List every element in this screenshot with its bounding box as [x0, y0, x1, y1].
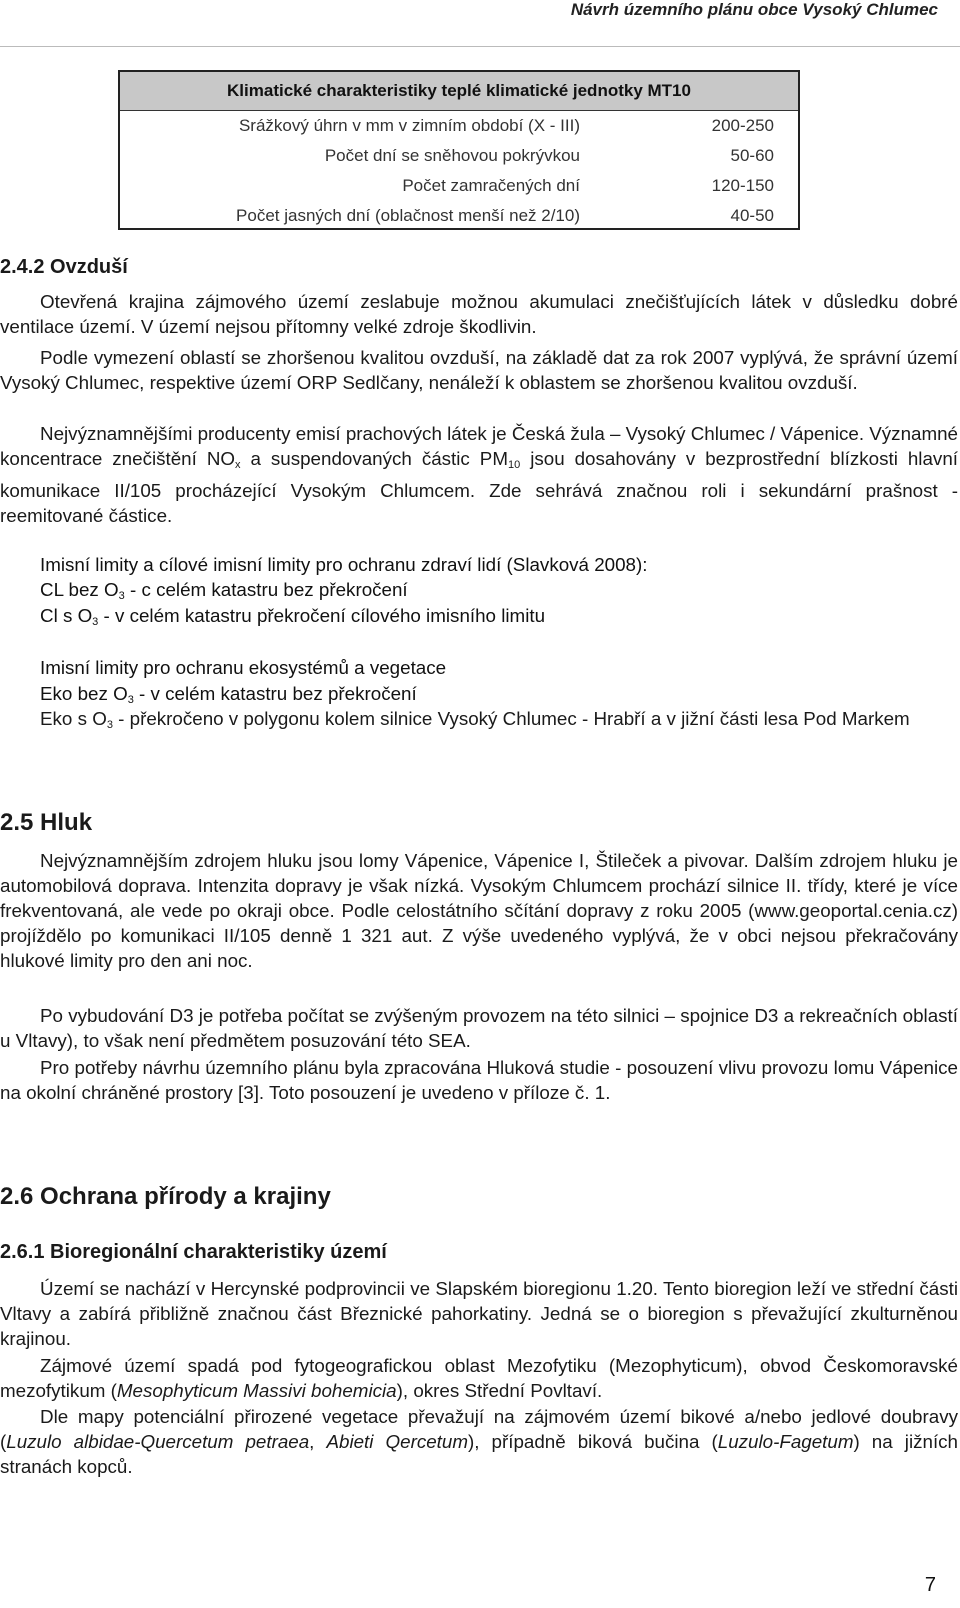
paragraph [0, 1404, 958, 1479]
paragraph [0, 289, 958, 339]
climate-table-title: Klimatické charakteristiky teplé klimatické jednotky MT10 [120, 72, 798, 111]
eco-text: Eko s O [40, 708, 107, 729]
paragraph-text: Podle vymezení oblastí se zhoršenou kvalitou ovzduší, na základě dat za rok 2007 vyplývá, že správní území Vysoký Chlumec, respektive území ORP Sedlčany, nenáleží k oblastem se zhoršenou kvalitou ovzduší. [0, 347, 958, 393]
paragraph [0, 345, 958, 395]
limit-text: - v celém katastru překročení cílového imisního limitu [98, 605, 546, 626]
paragraph-text: Nejvýznamnějšími producenty emisí prachových látek je Česká žula – Vysoký Chlumec / Vápenice. Významné koncentrace znečištění NO [0, 423, 958, 469]
eco-text: - v celém katastru bez překročení [133, 683, 417, 704]
eco-text: Eko bez O [40, 683, 128, 704]
subscript: 3 [118, 590, 125, 602]
limit-line [40, 603, 545, 635]
limit-text: CL bez O [40, 579, 119, 600]
paragraph-text: Nejvýznamnějším zdrojem hluku jsou lomy Vápenice, Vápenice I, Štileček a pivovar. Dalším zdrojem hluku je automobilová doprava. Intenzita dopravy je však nízká. Vysokým Chlumcem prochází silnice II. třídy, které je více frekventovaná, ale vede po okraji obce. Podle celostátního sčítání dopravy z roku 2005 (www.geoportal.cenia.cz) projíždělo po komunikaci II/105 denně 1 321 aut. Z výše uvedeného vyplývá, že v obci nejsou překračovány hlukové limity pro den ani noc. [0, 850, 958, 971]
paragraph-text: Po vybudování D3 je potřeba počítat se zvýšeným provozem na této silnici – spojnice D3 a rekreačních oblastí u Vltavy), to však není předmětem posuzování této SEA. [0, 1005, 958, 1051]
paragraph [0, 1003, 958, 1053]
italic-term: Abieti Qercetum [326, 1431, 468, 1452]
paragraph-text: Zájmové území spadá pod fytogeografickou oblast Mezofytiku (Mezophyticum), obvod Českomoravské mezofytikum ( [0, 1355, 958, 1401]
paragraph-text: jsou dosahovány v bezprostřední blízkosti hlavní komunikace II/105 procházející Vysokým Chlumcem. Zde sehrává značnou roli i sekundární prašnost - reemitované částice. [0, 448, 958, 526]
paragraph-text: Dle mapy potenciální přirozené vegetace převažují na zájmovém území bikové a/nebo jedlové doubravy ( [0, 1406, 958, 1452]
italic-term: Luzulo-Fagetum [717, 1431, 854, 1452]
limit-text: - c celém katastru bez překročení [124, 579, 408, 600]
paragraph-text: ), okres Střední Povltaví. [396, 1380, 603, 1401]
paragraph-text: Otevřená krajina zájmového území zeslabuje možnou akumulaci znečišťujících látek v důsledku dobré ventilace území. V území nejsou přítomny velké zdroje škodlivin. [0, 291, 958, 337]
paragraph-text: ) na jižních stranách kopců. [0, 1431, 959, 1477]
paragraph-text: Pro potřeby návrhu územního plánu byla zpracována Hluková studie - posouzení vlivu provozu lomu Vápenice na okolní chráněné prostory [3]. Toto posouzení je uvedeno v příloze č. 1. [0, 1057, 958, 1103]
paragraph [0, 1276, 958, 1351]
paragraph-text: ), případně biková bučina ( [467, 1431, 718, 1452]
subscript: 3 [127, 694, 134, 706]
paragraph-text: Území se nachází v Hercynské podprovincii ve Slapském bioregionu 1.20. Tento bioregion leží ve střední části Vltavy a zabírá přibližně značnou část Březnické pahorkatiny. Jedná se o bioregion s převažující zkulturněnou krajinou. [0, 1278, 958, 1349]
paragraph-text: , [309, 1431, 327, 1452]
subscript: 10 [507, 459, 521, 471]
section-heading-ovzdusi: 2.4.2 Ovzduší [0, 256, 128, 278]
row-label: Počet zamračených dní [402, 176, 580, 195]
table-row [120, 171, 798, 201]
paragraph [0, 1353, 958, 1403]
table-row [120, 141, 798, 171]
subsection-heading: 2.6.1 Bioregionální charakteristiky území [0, 1241, 387, 1263]
section-heading-hluk: 2.5 Hluk [0, 809, 93, 836]
subscript: 3 [106, 719, 113, 731]
table-row [120, 111, 798, 141]
row-value: 50-60 [730, 146, 774, 165]
limit-text: Cl s O [40, 605, 93, 626]
header-divider [0, 46, 960, 47]
limits-title: Imisní limity a cílové imisní limity pro ochranu zdraví lidí (Slavková 2008): [40, 554, 648, 575]
document-header: Návrh územního plánu obce Vysoký Chlumec [570, 0, 938, 19]
subscript: 3 [92, 616, 99, 628]
eco-title: Imisní limity pro ochranu ekosystémů a vegetace [40, 657, 447, 678]
table-row [120, 201, 798, 231]
row-value: 120-150 [711, 176, 774, 195]
italic-term: Mesophyticum Massivi bohemicia [116, 1380, 397, 1401]
row-label: Počet dní se sněhovou pokrývkou [324, 146, 580, 165]
eco-text: - překročeno v polygonu kolem silnice Vysoký Chlumec - Hrabří a v jižní části lesa Pod Markem [112, 708, 910, 729]
italic-term: Luzulo albidae-Quercetum petraea [6, 1431, 310, 1452]
paragraph [0, 848, 958, 973]
climate-table [118, 70, 800, 230]
row-value: 200-250 [711, 116, 774, 135]
paragraph [0, 1055, 958, 1105]
row-label: Počet jasných dní (oblačnost menší než 2/10) [236, 206, 580, 225]
subscript: x [235, 459, 241, 471]
paragraph-text: a suspendovaných částic PM [240, 448, 508, 469]
page-number: 7 [924, 1574, 936, 1596]
section-heading-ochrana: 2.6 Ochrana přírody a krajiny [0, 1183, 331, 1210]
row-value: 40-50 [730, 206, 774, 225]
row-label: Srážkový úhrn v mm v zimním období (X - III) [238, 116, 580, 135]
paragraph [0, 421, 958, 528]
eco-line [0, 706, 958, 738]
